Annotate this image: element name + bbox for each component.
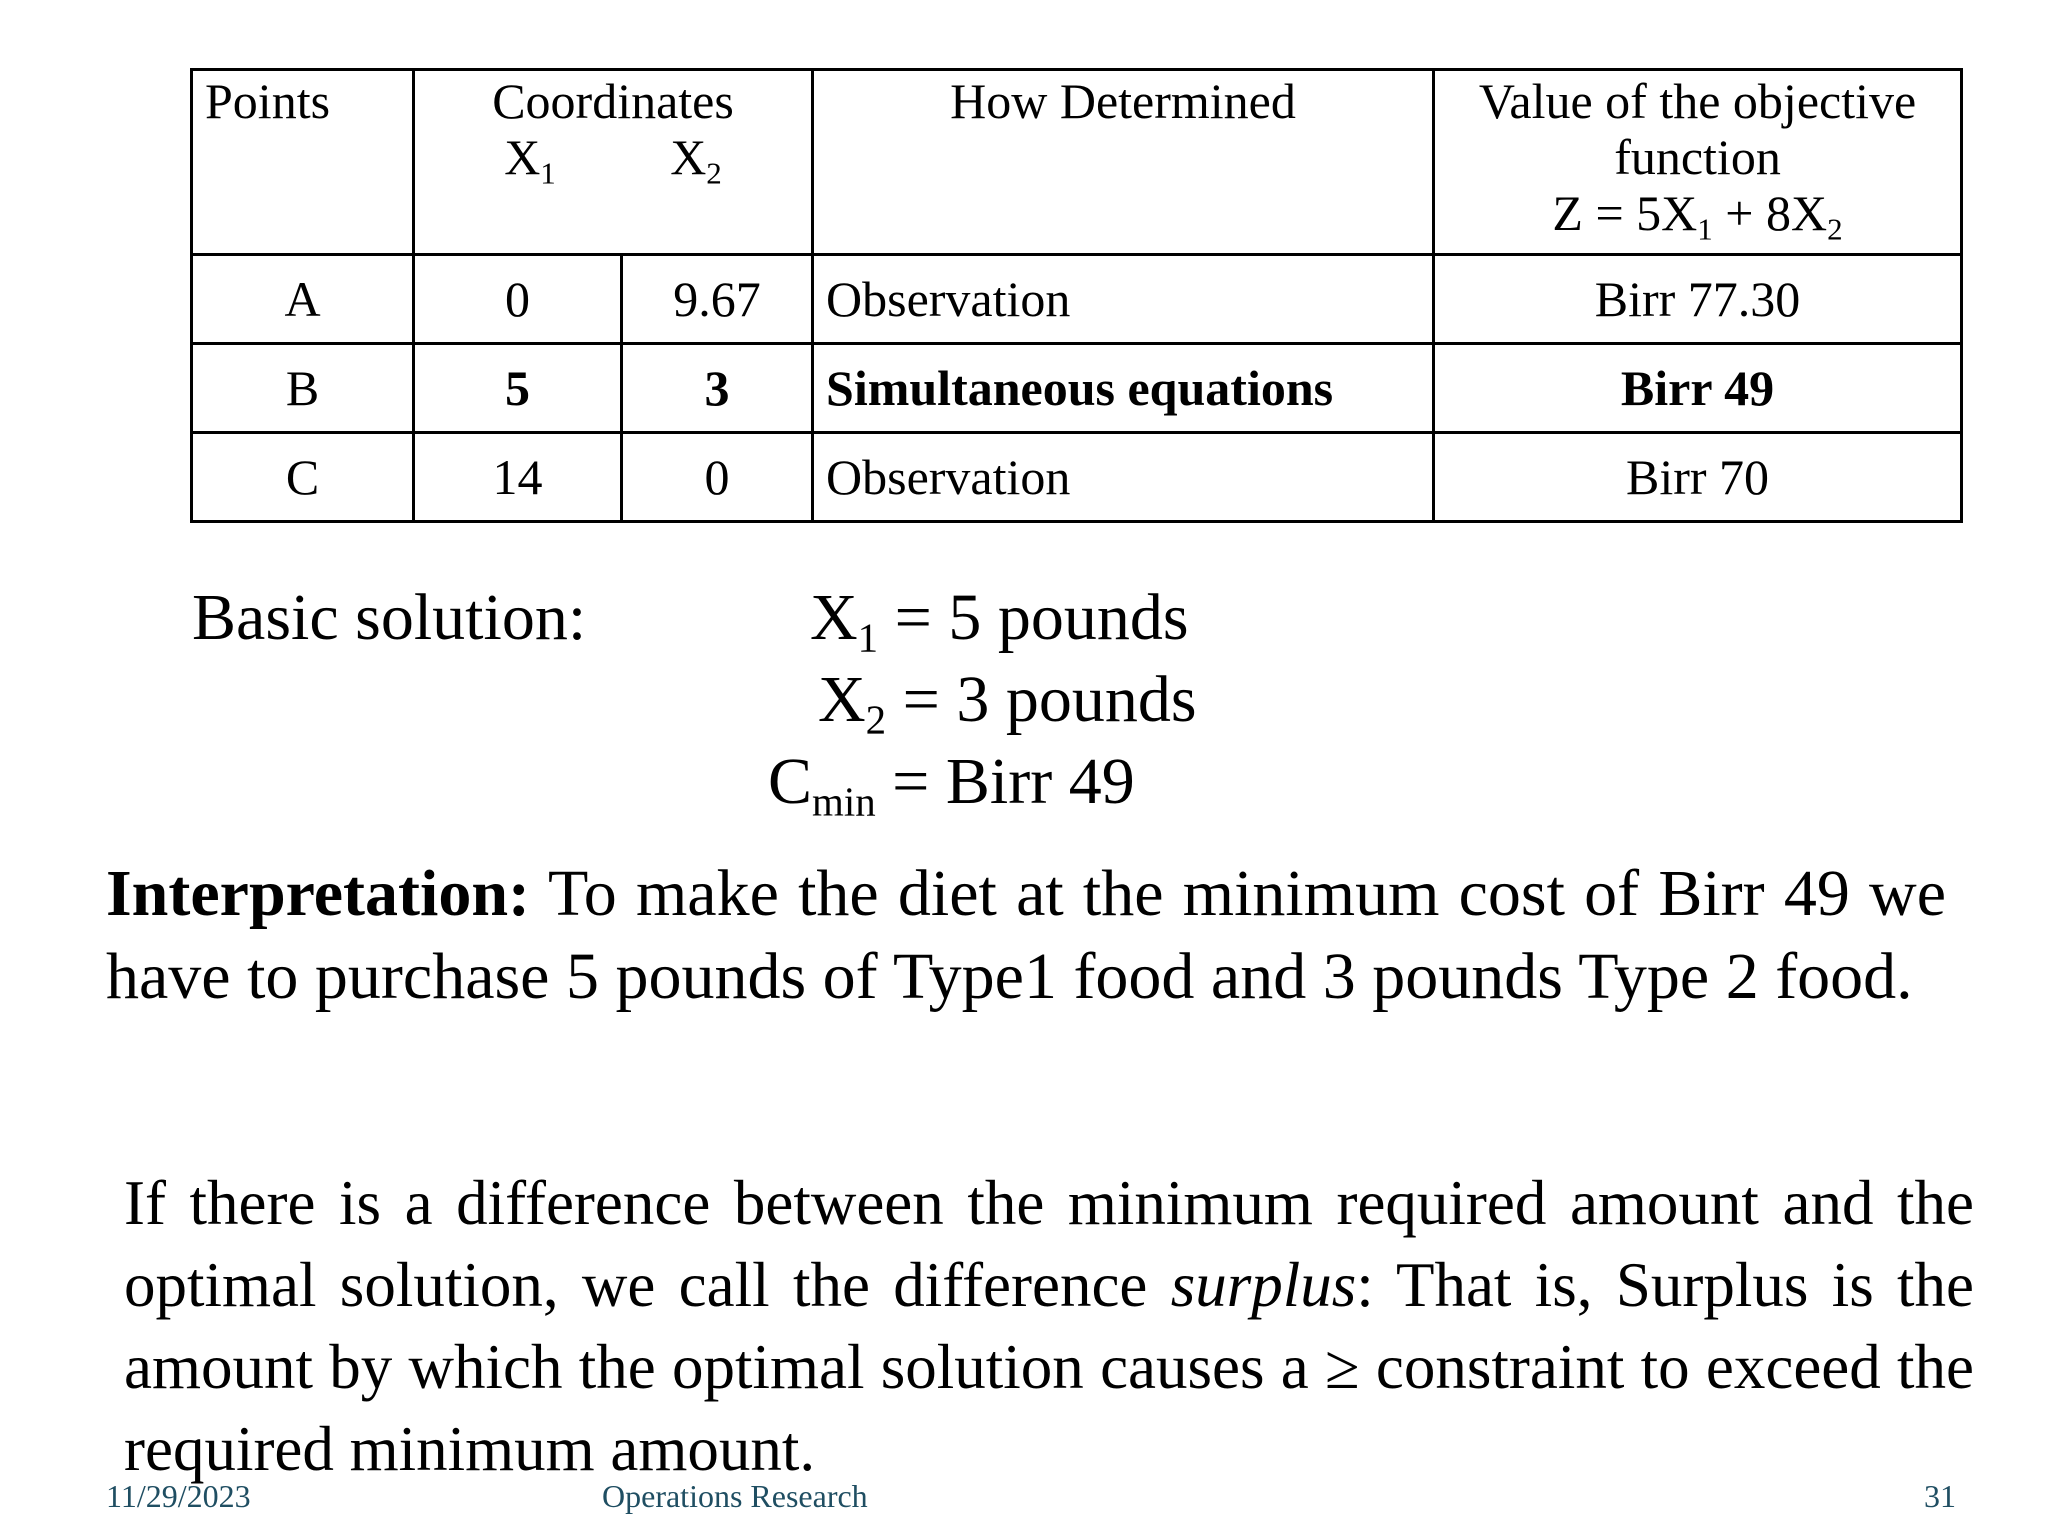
header-x2-sub: 2	[706, 155, 722, 191]
header-coordinates-axes	[427, 129, 799, 191]
header-x1-sub: 1	[540, 155, 556, 191]
cell-value: Birr 49	[1434, 344, 1962, 433]
objective-formula	[1447, 185, 1948, 247]
interpretation-lead: Interpretation:	[106, 857, 531, 930]
header-value-line1: Value of the objective	[1478, 73, 1917, 129]
header-points	[192, 70, 414, 255]
eq2-var: X	[818, 663, 866, 736]
header-value-line2: function	[1614, 129, 1781, 185]
table-row	[192, 433, 1962, 522]
eq1-sub: 1	[857, 615, 879, 661]
cell-point: A	[192, 255, 414, 344]
cell-x2: 0	[622, 433, 813, 522]
surplus-text-1: If there is a difference between the minimum required amount and the optimal solution, we call the difference	[124, 1168, 1974, 1320]
equation-x1	[810, 580, 1189, 661]
cell-value: Birr 77.30	[1434, 255, 1962, 344]
equation-cmin	[768, 744, 1135, 825]
table-row	[192, 255, 1962, 344]
equation-x2	[818, 662, 1197, 743]
cell-how: Simultaneous equations	[813, 344, 1434, 433]
cell-point: B	[192, 344, 414, 433]
eq2-sub: 2	[865, 697, 887, 743]
cell-x1: 14	[414, 433, 622, 522]
eq1-var: X	[810, 581, 858, 654]
header-objective-value	[1434, 70, 1962, 255]
header-x1-var: X	[504, 129, 541, 185]
table-row-optimal	[192, 344, 1962, 433]
eq3-rhs: = Birr 49	[875, 745, 1135, 818]
cell-how: Observation	[813, 255, 1434, 344]
footer-title: Operations Research	[602, 1478, 868, 1514]
surplus-text-2: : That is, Surplus is the amount by which the optimal solution causes a ≥ constraint to exceed the required minimum amount.	[124, 1250, 1975, 1484]
formula-sub-b: 2	[1827, 211, 1843, 247]
interpretation-text: To make the diet at the minimum cost of Birr 49 we have to purchase 5 pounds of Type1 food and 3 pounds Type 2 food.	[106, 857, 1946, 1013]
header-points-label: Points	[205, 73, 331, 129]
formula-sub-a: 1	[1697, 211, 1713, 247]
header-x2	[670, 129, 722, 191]
cell-point: C	[192, 433, 414, 522]
footer-date: 11/29/2023	[106, 1478, 251, 1514]
header-how-determined	[813, 70, 1434, 255]
interpretation-paragraph	[106, 852, 1946, 1018]
header-coordinates-label: Coordinates	[492, 73, 734, 129]
formula-part-b: + 8X	[1712, 185, 1828, 241]
header-x2-var: X	[670, 129, 707, 185]
header-how-label: How Determined	[950, 73, 1296, 129]
cell-x2: 3	[622, 344, 813, 433]
header-coordinates	[414, 70, 813, 255]
eq3-sub: min	[812, 779, 876, 825]
corner-points-table	[190, 68, 1963, 523]
cell-x1: 0	[414, 255, 622, 344]
surplus-term: surplus	[1170, 1250, 1357, 1320]
eq1-rhs: = 5 pounds	[878, 581, 1189, 654]
basic-solution-label: Basic solution:	[192, 581, 587, 654]
surplus-paragraph	[124, 1162, 1974, 1490]
eq3-var: C	[768, 745, 813, 818]
cell-how: Observation	[813, 433, 1434, 522]
header-x1	[504, 129, 556, 191]
cell-value: Birr 70	[1434, 433, 1962, 522]
footer-page-number: 31	[1924, 1478, 1956, 1514]
table-header-row	[192, 70, 1962, 255]
cell-x1: 5	[414, 344, 622, 433]
eq2-rhs: = 3 pounds	[886, 663, 1197, 736]
formula-part-a: Z = 5X	[1552, 185, 1698, 241]
cell-x2: 9.67	[622, 255, 813, 344]
